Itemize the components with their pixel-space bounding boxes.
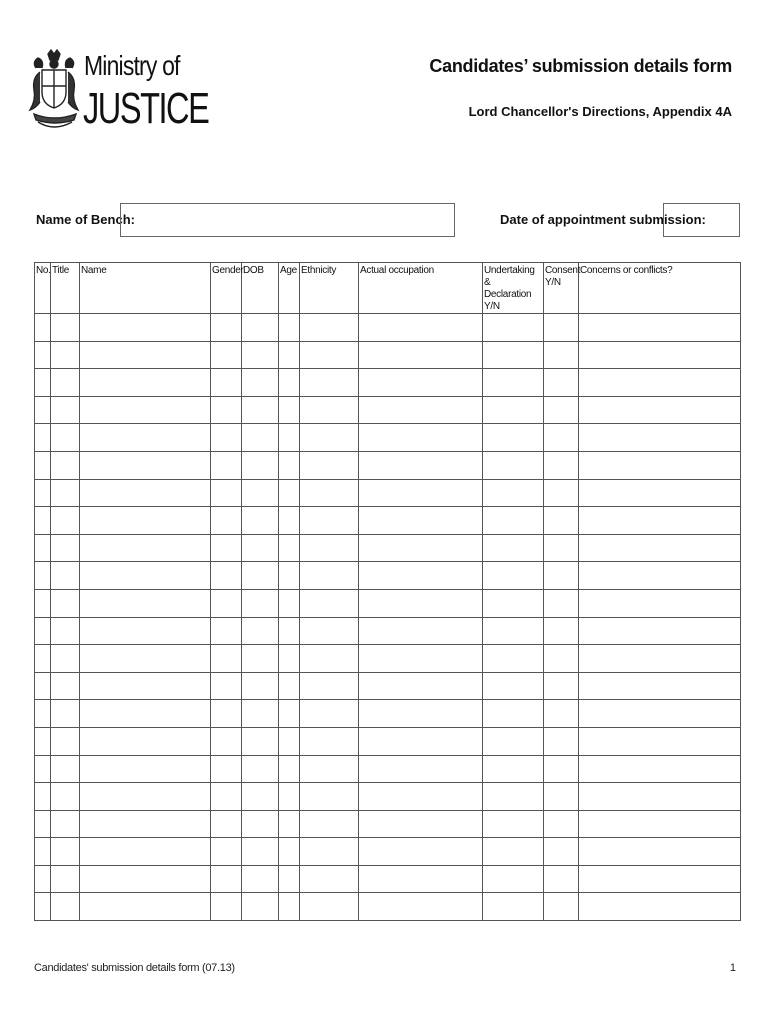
cell-age[interactable] bbox=[279, 589, 300, 617]
cell-age[interactable] bbox=[279, 727, 300, 755]
cell-title[interactable] bbox=[51, 424, 80, 452]
cell-age[interactable] bbox=[279, 534, 300, 562]
cell-concerns[interactable] bbox=[579, 700, 741, 728]
cell-name[interactable] bbox=[80, 451, 211, 479]
cell-concerns[interactable] bbox=[579, 369, 741, 397]
cell-no[interactable] bbox=[35, 341, 51, 369]
table-row bbox=[35, 838, 741, 866]
cell-ethnicity[interactable] bbox=[300, 645, 359, 673]
cell-name[interactable] bbox=[80, 341, 211, 369]
table-row bbox=[35, 451, 741, 479]
column-header-consent-line2: Y/N bbox=[545, 277, 561, 288]
cell-concerns[interactable] bbox=[579, 314, 741, 342]
table-row bbox=[35, 755, 741, 783]
cell-consent[interactable] bbox=[544, 507, 579, 535]
column-header-consent-line1: Consent bbox=[545, 265, 581, 276]
cell-consent[interactable] bbox=[544, 617, 579, 645]
cell-concerns[interactable] bbox=[579, 451, 741, 479]
cell-occupation[interactable] bbox=[359, 589, 483, 617]
cell-title[interactable] bbox=[51, 783, 80, 811]
cell-gender[interactable] bbox=[211, 589, 242, 617]
cell-name[interactable] bbox=[80, 314, 211, 342]
cell-gender[interactable] bbox=[211, 700, 242, 728]
cell-no[interactable] bbox=[35, 672, 51, 700]
cell-occupation[interactable] bbox=[359, 700, 483, 728]
cell-concerns[interactable] bbox=[579, 810, 741, 838]
table-row bbox=[35, 341, 741, 369]
cell-occupation[interactable] bbox=[359, 810, 483, 838]
cell-concerns[interactable] bbox=[579, 562, 741, 590]
cell-gender[interactable] bbox=[211, 645, 242, 673]
cell-undertaking[interactable] bbox=[483, 617, 544, 645]
cell-undertaking[interactable] bbox=[483, 341, 544, 369]
table-row bbox=[35, 727, 741, 755]
cell-occupation[interactable] bbox=[359, 838, 483, 866]
candidates-table bbox=[34, 262, 741, 921]
table-row bbox=[35, 424, 741, 452]
bench-name-label: Name of Bench: bbox=[36, 212, 135, 227]
cell-age[interactable] bbox=[279, 424, 300, 452]
cell-gender[interactable] bbox=[211, 341, 242, 369]
cell-undertaking[interactable] bbox=[483, 479, 544, 507]
cell-undertaking[interactable] bbox=[483, 727, 544, 755]
cell-consent[interactable] bbox=[544, 396, 579, 424]
table-row bbox=[35, 893, 741, 921]
cell-dob[interactable] bbox=[242, 534, 279, 562]
cell-gender[interactable] bbox=[211, 314, 242, 342]
cell-title[interactable] bbox=[51, 314, 80, 342]
cell-dob[interactable] bbox=[242, 507, 279, 535]
cell-no[interactable] bbox=[35, 865, 51, 893]
cell-dob[interactable] bbox=[242, 838, 279, 866]
cell-concerns[interactable] bbox=[579, 341, 741, 369]
cell-gender[interactable] bbox=[211, 865, 242, 893]
cell-name[interactable] bbox=[80, 838, 211, 866]
cell-gender[interactable] bbox=[211, 507, 242, 535]
cell-concerns[interactable] bbox=[579, 865, 741, 893]
cell-gender[interactable] bbox=[211, 424, 242, 452]
cell-no[interactable] bbox=[35, 396, 51, 424]
cell-ethnicity[interactable] bbox=[300, 341, 359, 369]
table-row bbox=[35, 700, 741, 728]
cell-gender[interactable] bbox=[211, 810, 242, 838]
cell-consent[interactable] bbox=[544, 755, 579, 783]
cell-name[interactable] bbox=[80, 783, 211, 811]
cell-age[interactable] bbox=[279, 341, 300, 369]
cell-no[interactable] bbox=[35, 589, 51, 617]
cell-title[interactable] bbox=[51, 534, 80, 562]
cell-gender[interactable] bbox=[211, 396, 242, 424]
cell-name[interactable] bbox=[80, 645, 211, 673]
cell-ethnicity[interactable] bbox=[300, 314, 359, 342]
cell-title[interactable] bbox=[51, 645, 80, 673]
table-row bbox=[35, 672, 741, 700]
cell-consent[interactable] bbox=[544, 424, 579, 452]
cell-title[interactable] bbox=[51, 755, 80, 783]
column-header-undertaking-line1: Undertaking & bbox=[484, 265, 535, 288]
cell-dob[interactable] bbox=[242, 727, 279, 755]
cell-occupation[interactable] bbox=[359, 727, 483, 755]
cell-concerns[interactable] bbox=[579, 507, 741, 535]
cell-occupation[interactable] bbox=[359, 341, 483, 369]
cell-occupation[interactable] bbox=[359, 314, 483, 342]
cell-ethnicity[interactable] bbox=[300, 755, 359, 783]
cell-age[interactable] bbox=[279, 507, 300, 535]
cell-title[interactable] bbox=[51, 479, 80, 507]
cell-ethnicity[interactable] bbox=[300, 369, 359, 397]
cell-no[interactable] bbox=[35, 451, 51, 479]
cell-undertaking[interactable] bbox=[483, 838, 544, 866]
cell-title[interactable] bbox=[51, 810, 80, 838]
cell-age[interactable] bbox=[279, 396, 300, 424]
cell-age[interactable] bbox=[279, 893, 300, 921]
cell-gender[interactable] bbox=[211, 451, 242, 479]
cell-undertaking[interactable] bbox=[483, 534, 544, 562]
table-row bbox=[35, 562, 741, 590]
cell-no[interactable] bbox=[35, 534, 51, 562]
cell-consent[interactable] bbox=[544, 783, 579, 811]
column-header-consent bbox=[544, 263, 579, 314]
cell-gender[interactable] bbox=[211, 479, 242, 507]
cell-concerns[interactable] bbox=[579, 838, 741, 866]
cell-occupation[interactable] bbox=[359, 451, 483, 479]
cell-ethnicity[interactable] bbox=[300, 727, 359, 755]
cell-title[interactable] bbox=[51, 865, 80, 893]
cell-undertaking[interactable] bbox=[483, 562, 544, 590]
cell-gender[interactable] bbox=[211, 893, 242, 921]
cell-name[interactable] bbox=[80, 810, 211, 838]
cell-consent[interactable] bbox=[544, 314, 579, 342]
cell-title[interactable] bbox=[51, 451, 80, 479]
cell-age[interactable] bbox=[279, 755, 300, 783]
bench-name-field[interactable] bbox=[120, 203, 455, 237]
cell-gender[interactable] bbox=[211, 617, 242, 645]
cell-no[interactable] bbox=[35, 810, 51, 838]
cell-ethnicity[interactable] bbox=[300, 534, 359, 562]
column-header-occupation: Actual occupation bbox=[359, 263, 483, 314]
cell-name[interactable] bbox=[80, 893, 211, 921]
cell-name[interactable] bbox=[80, 534, 211, 562]
cell-name[interactable] bbox=[80, 865, 211, 893]
cell-ethnicity[interactable] bbox=[300, 838, 359, 866]
cell-gender[interactable] bbox=[211, 562, 242, 590]
cell-age[interactable] bbox=[279, 783, 300, 811]
cell-no[interactable] bbox=[35, 700, 51, 728]
cell-title[interactable] bbox=[51, 700, 80, 728]
cell-dob[interactable] bbox=[242, 451, 279, 479]
column-header-age: Age bbox=[279, 263, 300, 314]
cell-dob[interactable] bbox=[242, 893, 279, 921]
cell-occupation[interactable] bbox=[359, 645, 483, 673]
table-row bbox=[35, 534, 741, 562]
cell-gender[interactable] bbox=[211, 534, 242, 562]
cell-no[interactable] bbox=[35, 893, 51, 921]
cell-age[interactable] bbox=[279, 451, 300, 479]
cell-name[interactable] bbox=[80, 479, 211, 507]
cell-age[interactable] bbox=[279, 645, 300, 673]
cell-no[interactable] bbox=[35, 727, 51, 755]
cell-name[interactable] bbox=[80, 369, 211, 397]
cell-dob[interactable] bbox=[242, 369, 279, 397]
table-row bbox=[35, 369, 741, 397]
column-header-gender: Gender bbox=[211, 263, 242, 314]
cell-consent[interactable] bbox=[544, 645, 579, 673]
cell-consent[interactable] bbox=[544, 893, 579, 921]
cell-dob[interactable] bbox=[242, 562, 279, 590]
cell-concerns[interactable] bbox=[579, 589, 741, 617]
cell-title[interactable] bbox=[51, 562, 80, 590]
table-row bbox=[35, 810, 741, 838]
cell-consent[interactable] bbox=[544, 341, 579, 369]
cell-gender[interactable] bbox=[211, 727, 242, 755]
column-header-concerns: Concerns or conflicts? bbox=[579, 263, 741, 314]
cell-title[interactable] bbox=[51, 507, 80, 535]
cell-name[interactable] bbox=[80, 727, 211, 755]
table-row bbox=[35, 479, 741, 507]
cell-name[interactable] bbox=[80, 617, 211, 645]
cell-undertaking[interactable] bbox=[483, 451, 544, 479]
column-header-ethnicity: Ethnicity bbox=[300, 263, 359, 314]
cell-ethnicity[interactable] bbox=[300, 396, 359, 424]
cell-title[interactable] bbox=[51, 672, 80, 700]
cell-consent[interactable] bbox=[544, 810, 579, 838]
cell-undertaking[interactable] bbox=[483, 424, 544, 452]
column-header-name: Name bbox=[80, 263, 211, 314]
cell-concerns[interactable] bbox=[579, 893, 741, 921]
cell-no[interactable] bbox=[35, 424, 51, 452]
cell-age[interactable] bbox=[279, 314, 300, 342]
cell-ethnicity[interactable] bbox=[300, 589, 359, 617]
cell-dob[interactable] bbox=[242, 479, 279, 507]
cell-title[interactable] bbox=[51, 396, 80, 424]
cell-title[interactable] bbox=[51, 893, 80, 921]
cell-concerns[interactable] bbox=[579, 645, 741, 673]
cell-undertaking[interactable] bbox=[483, 700, 544, 728]
cell-gender[interactable] bbox=[211, 755, 242, 783]
cell-occupation[interactable] bbox=[359, 424, 483, 452]
cell-concerns[interactable] bbox=[579, 755, 741, 783]
table-row bbox=[35, 507, 741, 535]
cell-name[interactable] bbox=[80, 589, 211, 617]
cell-dob[interactable] bbox=[242, 672, 279, 700]
table-row bbox=[35, 589, 741, 617]
cell-ethnicity[interactable] bbox=[300, 810, 359, 838]
cell-occupation[interactable] bbox=[359, 893, 483, 921]
cell-gender[interactable] bbox=[211, 783, 242, 811]
table-row bbox=[35, 396, 741, 424]
cell-consent[interactable] bbox=[544, 451, 579, 479]
cell-dob[interactable] bbox=[242, 396, 279, 424]
cell-undertaking[interactable] bbox=[483, 396, 544, 424]
cell-age[interactable] bbox=[279, 369, 300, 397]
cell-no[interactable] bbox=[35, 314, 51, 342]
cell-dob[interactable] bbox=[242, 810, 279, 838]
footer-form-reference: Candidates' submission details form (07.13) bbox=[34, 962, 235, 974]
cell-occupation[interactable] bbox=[359, 507, 483, 535]
logo-text-justice: JUSTICE bbox=[83, 84, 209, 133]
cell-undertaking[interactable] bbox=[483, 810, 544, 838]
cell-concerns[interactable] bbox=[579, 534, 741, 562]
cell-dob[interactable] bbox=[242, 314, 279, 342]
cell-undertaking[interactable] bbox=[483, 755, 544, 783]
cell-ethnicity[interactable] bbox=[300, 562, 359, 590]
cell-ethnicity[interactable] bbox=[300, 893, 359, 921]
cell-concerns[interactable] bbox=[579, 727, 741, 755]
cell-occupation[interactable] bbox=[359, 534, 483, 562]
cell-ethnicity[interactable] bbox=[300, 672, 359, 700]
cell-ethnicity[interactable] bbox=[300, 865, 359, 893]
cell-dob[interactable] bbox=[242, 645, 279, 673]
cell-title[interactable] bbox=[51, 341, 80, 369]
cell-undertaking[interactable] bbox=[483, 314, 544, 342]
table-row bbox=[35, 865, 741, 893]
cell-ethnicity[interactable] bbox=[300, 479, 359, 507]
cell-age[interactable] bbox=[279, 838, 300, 866]
cell-dob[interactable] bbox=[242, 700, 279, 728]
cell-concerns[interactable] bbox=[579, 783, 741, 811]
cell-gender[interactable] bbox=[211, 369, 242, 397]
cell-consent[interactable] bbox=[544, 589, 579, 617]
cell-consent[interactable] bbox=[544, 838, 579, 866]
cell-title[interactable] bbox=[51, 369, 80, 397]
cell-ethnicity[interactable] bbox=[300, 507, 359, 535]
cell-undertaking[interactable] bbox=[483, 893, 544, 921]
cell-ethnicity[interactable] bbox=[300, 783, 359, 811]
cell-concerns[interactable] bbox=[579, 424, 741, 452]
cell-occupation[interactable] bbox=[359, 479, 483, 507]
page-title: Candidates’ submission details form bbox=[429, 56, 732, 76]
column-header-undertaking-line2: Declaration Y/N bbox=[484, 289, 532, 312]
cell-undertaking[interactable] bbox=[483, 369, 544, 397]
cell-occupation[interactable] bbox=[359, 865, 483, 893]
cell-no[interactable] bbox=[35, 507, 51, 535]
cell-occupation[interactable] bbox=[359, 617, 483, 645]
cell-occupation[interactable] bbox=[359, 783, 483, 811]
cell-age[interactable] bbox=[279, 810, 300, 838]
cell-age[interactable] bbox=[279, 617, 300, 645]
cell-ethnicity[interactable] bbox=[300, 424, 359, 452]
cell-name[interactable] bbox=[80, 507, 211, 535]
cell-undertaking[interactable] bbox=[483, 645, 544, 673]
cell-occupation[interactable] bbox=[359, 672, 483, 700]
royal-coat-of-arms-icon bbox=[26, 48, 84, 132]
cell-no[interactable] bbox=[35, 783, 51, 811]
cell-occupation[interactable] bbox=[359, 755, 483, 783]
cell-dob[interactable] bbox=[242, 617, 279, 645]
cell-age[interactable] bbox=[279, 562, 300, 590]
cell-name[interactable] bbox=[80, 562, 211, 590]
cell-consent[interactable] bbox=[544, 479, 579, 507]
cell-dob[interactable] bbox=[242, 755, 279, 783]
appointment-date-label: Date of appointment submission: bbox=[500, 212, 706, 227]
column-header-no: No. bbox=[35, 263, 51, 314]
column-header-dob: DOB bbox=[242, 263, 279, 314]
cell-no[interactable] bbox=[35, 369, 51, 397]
candidates-table-body bbox=[35, 314, 741, 921]
table-row bbox=[35, 314, 741, 342]
cell-dob[interactable] bbox=[242, 341, 279, 369]
cell-name[interactable] bbox=[80, 672, 211, 700]
cell-occupation[interactable] bbox=[359, 396, 483, 424]
table-row bbox=[35, 645, 741, 673]
cell-title[interactable] bbox=[51, 727, 80, 755]
cell-occupation[interactable] bbox=[359, 369, 483, 397]
cell-undertaking[interactable] bbox=[483, 783, 544, 811]
cell-consent[interactable] bbox=[544, 672, 579, 700]
cell-age[interactable] bbox=[279, 865, 300, 893]
ministry-of-justice-logo bbox=[26, 48, 209, 133]
cell-consent[interactable] bbox=[544, 534, 579, 562]
cell-concerns[interactable] bbox=[579, 617, 741, 645]
cell-no[interactable] bbox=[35, 838, 51, 866]
cell-no[interactable] bbox=[35, 617, 51, 645]
cell-age[interactable] bbox=[279, 672, 300, 700]
cell-name[interactable] bbox=[80, 700, 211, 728]
cell-undertaking[interactable] bbox=[483, 507, 544, 535]
cell-title[interactable] bbox=[51, 617, 80, 645]
cell-age[interactable] bbox=[279, 479, 300, 507]
cell-gender[interactable] bbox=[211, 838, 242, 866]
cell-consent[interactable] bbox=[544, 562, 579, 590]
cell-no[interactable] bbox=[35, 479, 51, 507]
cell-undertaking[interactable] bbox=[483, 865, 544, 893]
appointment-date-field[interactable] bbox=[663, 203, 740, 237]
cell-consent[interactable] bbox=[544, 700, 579, 728]
cell-dob[interactable] bbox=[242, 424, 279, 452]
cell-name[interactable] bbox=[80, 424, 211, 452]
cell-name[interactable] bbox=[80, 755, 211, 783]
column-header-title: Title bbox=[51, 263, 80, 314]
cell-no[interactable] bbox=[35, 645, 51, 673]
table-row bbox=[35, 617, 741, 645]
cell-dob[interactable] bbox=[242, 865, 279, 893]
cell-title[interactable] bbox=[51, 589, 80, 617]
cell-gender[interactable] bbox=[211, 672, 242, 700]
table-row bbox=[35, 783, 741, 811]
cell-title[interactable] bbox=[51, 838, 80, 866]
cell-ethnicity[interactable] bbox=[300, 617, 359, 645]
table-header-row bbox=[35, 263, 741, 314]
cell-dob[interactable] bbox=[242, 783, 279, 811]
cell-no[interactable] bbox=[35, 562, 51, 590]
cell-no[interactable] bbox=[35, 755, 51, 783]
cell-dob[interactable] bbox=[242, 589, 279, 617]
cell-consent[interactable] bbox=[544, 727, 579, 755]
cell-undertaking[interactable] bbox=[483, 589, 544, 617]
page-subtitle: Lord Chancellor's Directions, Appendix 4A bbox=[468, 104, 732, 119]
cell-ethnicity[interactable] bbox=[300, 451, 359, 479]
cell-consent[interactable] bbox=[544, 369, 579, 397]
cell-consent[interactable] bbox=[544, 865, 579, 893]
cell-concerns[interactable] bbox=[579, 672, 741, 700]
cell-concerns[interactable] bbox=[579, 479, 741, 507]
cell-concerns[interactable] bbox=[579, 396, 741, 424]
cell-name[interactable] bbox=[80, 396, 211, 424]
cell-undertaking[interactable] bbox=[483, 672, 544, 700]
cell-age[interactable] bbox=[279, 700, 300, 728]
cell-ethnicity[interactable] bbox=[300, 700, 359, 728]
cell-occupation[interactable] bbox=[359, 562, 483, 590]
footer-page-number: 1 bbox=[729, 962, 736, 974]
logo-text-ministry-of: Ministry of bbox=[84, 50, 180, 81]
column-header-undertaking bbox=[483, 263, 544, 314]
